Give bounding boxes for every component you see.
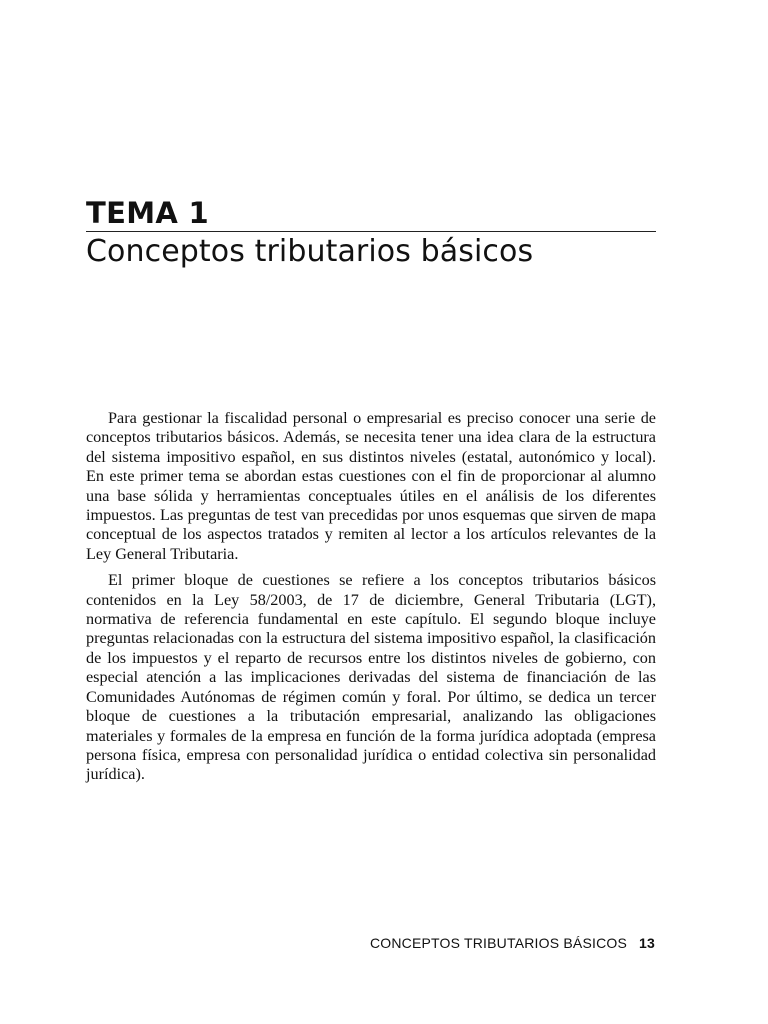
body-text — [86, 409, 656, 785]
chapter-label: TEMA 1 — [86, 196, 209, 230]
running-title: CONCEPTOS TRIBUTARIOS BÁSICOS — [369, 935, 628, 951]
paragraph-2: El primer bloque de cuestiones se refiere a los conceptos tributarios básicos contenidos en la Ley 58/2003, de 17 de diciembre, General Tributaria (LGT), normativa de referencia fundamental en este capítulo. El segundo bloque incluye preguntas relacionadas con la estructura del sistema impositivo español, la clasificación de los impuestos y el reparto de recursos entre los distintos niveles de gobierno, con especial atención a las implicaciones derivadas del sistema de financiación de las Comunidades Autónomas de régimen común y foral. Por último, se dedica un tercer bloque de cuestiones a la tributación empresarial, analizando las obligaciones materiales y formales de la empresa en función de la forma jurídica adoptada (empresa persona física, empresa con personalidad jurídica o entidad colectiva sin personalidad jurídica). — [86, 571, 656, 784]
chapter-header — [86, 196, 656, 272]
chapter-title: Conceptos tributarios básicos — [86, 234, 534, 269]
page-number: 13 — [639, 935, 655, 951]
paragraph-1: Para gestionar la fiscalidad personal o empresarial es preciso conocer una serie de conceptos tributarios básicos. Además, se necesita tener una idea clara de la estructura del sistema impositivo español, en sus distintos niveles (estatal, autonómico y local). En este primer tema se abordan estas cuestiones con el fin de proporcionar al alumno una base sólida y herramientas conceptuales útiles en el análisis de los diferentes impuestos. Las preguntas de test van precedidas por unos esquemas que sirven de mapa conceptual de los aspectos tratados y remiten al lector a los artículos relevantes de la Ley General Tributaria. — [86, 409, 656, 563]
page-footer — [370, 934, 655, 952]
